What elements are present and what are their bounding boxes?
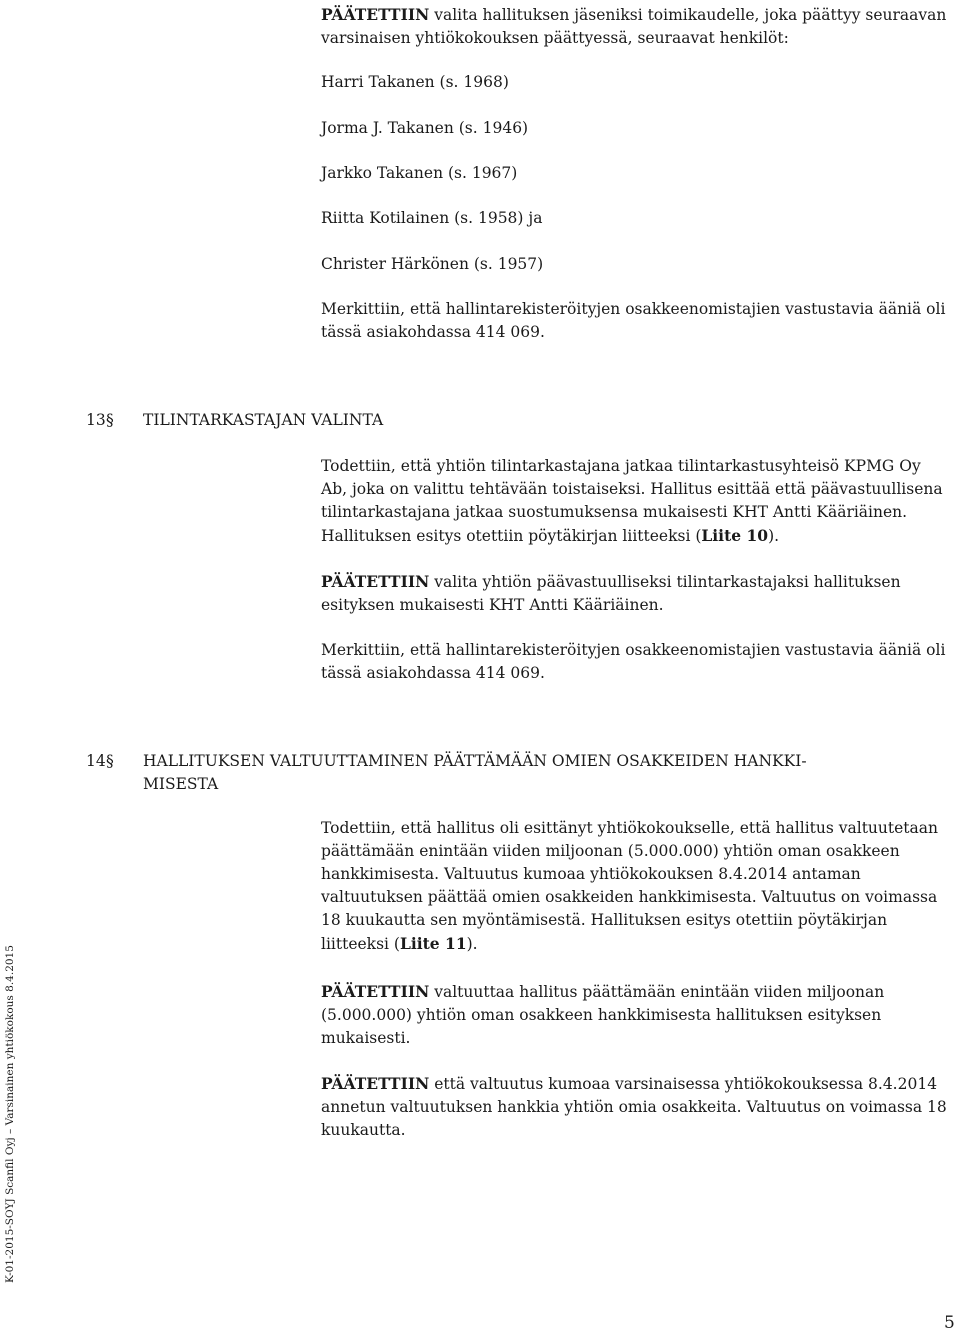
attachment-ref: Liite 10 bbox=[701, 526, 769, 545]
section-14-decision-2 bbox=[321, 1072, 951, 1142]
section-14-paragraph bbox=[321, 817, 951, 956]
decision-keyword: PÄÄTETTIIN bbox=[321, 1074, 430, 1093]
member-item: Jorma J. Takanen (s. 1946) bbox=[321, 119, 529, 137]
attachment-ref: Liite 11 bbox=[399, 934, 467, 953]
section-symbol: § bbox=[106, 411, 114, 429]
votes-note: Merkittiin, että hallintarekisteröityjen osakkeenomistajien vastustavia ääniä oli tässä asiakohdassa 414 069. bbox=[321, 300, 946, 341]
decision-text: valita hallituksen jäseniksi toimikaudelle, joka päättyy seuraavan varsinaisen yhtiökokouksen päättyessä, seuraavat henkilöt: bbox=[321, 6, 947, 47]
votes-note: Merkittiin, että hallintarekisteröityjen osakkeenomistajien vastustavia ääniä oli tässä asiakohdassa 414 069. bbox=[321, 641, 946, 682]
section-14-decision bbox=[321, 980, 951, 1050]
decision-text: että valtuutus kumoaa varsinaisessa yhtiökokouksessa 8.4.2014 annetun valtuutuksen hankkia yhtiön omia osakkeita. Valtuutus on voimassa 18 kuukautta. bbox=[321, 1075, 947, 1139]
paragraph-text: Todettiin, että yhtiön tilintarkastajana jatkaa tilintarkastusyhteisö KPMG Oy Ab, joka on valittu tehtävään toistaiseksi. Hallitus esittää että päävastuullisena tilintarkastajana jatkaa suostumuksensa mukaisesti KHT Antti Kääriäinen. Hallituksen esitys otettiin pöytäkirjan liitteeksi ( bbox=[321, 457, 943, 545]
section-symbol: § bbox=[106, 752, 114, 770]
decision-board-members bbox=[321, 3, 951, 50]
section-number: 14 bbox=[86, 752, 106, 770]
paragraph-end: ). bbox=[466, 935, 478, 953]
section-13-paragraph bbox=[321, 455, 951, 548]
section-title-line: HALLITUKSEN VALTUUTTAMINEN PÄÄTTÄMÄÄN OMIEN OSAKKEIDEN HANKKI- bbox=[143, 752, 807, 770]
decision-keyword: PÄÄTETTIIN bbox=[321, 5, 430, 24]
member-item: Harri Takanen (s. 1968) bbox=[321, 73, 509, 91]
decision-text: valtuuttaa hallitus päättämään enintään viiden miljoonan (5.000.000) yhtiön oman osakkeen hankkimisesta hallituksen esityksen mukaisesti. bbox=[321, 983, 885, 1047]
member-item: Christer Härkönen (s. 1957) bbox=[321, 255, 544, 273]
section-title bbox=[143, 750, 943, 796]
decision-text: valita yhtiön päävastuulliseksi tilintarkastajaksi hallituksen esityksen mukaisesti KHT Antti Kääriäinen. bbox=[321, 573, 901, 614]
section-title-line: MISESTA bbox=[143, 775, 219, 793]
member-item: Jarkko Takanen (s. 1967) bbox=[321, 164, 518, 182]
member-item: Riitta Kotilainen (s. 1958) ja bbox=[321, 209, 543, 227]
decision-keyword: PÄÄTETTIIN bbox=[321, 982, 430, 1001]
section-13-decision bbox=[321, 570, 951, 617]
section-title: TILINTARKASTAJAN VALINTA bbox=[143, 411, 384, 429]
paragraph-end: ). bbox=[768, 527, 780, 545]
section-number: 13 bbox=[86, 411, 106, 429]
page-number: 5 bbox=[944, 1313, 955, 1333]
document-side-label: K-01-2015-SOYJ Scanfil Oyj – Varsinainen yhtiökokous 8.4.2015 bbox=[4, 945, 16, 1283]
paragraph-text: Todettiin, että hallitus oli esittänyt yhtiökokoukselle, että hallitus valtuutetaan päättämään enintään viiden miljoonan (5.000.000) yhtiön oman osakkeen hankkimisesta. Valtuutus kumoaa yhtiökokouksen 8.4.2014 antaman valtuutuksen päättää omien osakkeiden hankkimisesta. Valtuutus on voimassa 18 kuukautta sen myöntämisestä. Hallituksen esitys otettiin pöytäkirjan liitteeksi ( bbox=[321, 819, 938, 953]
decision-keyword: PÄÄTETTIIN bbox=[321, 572, 430, 591]
